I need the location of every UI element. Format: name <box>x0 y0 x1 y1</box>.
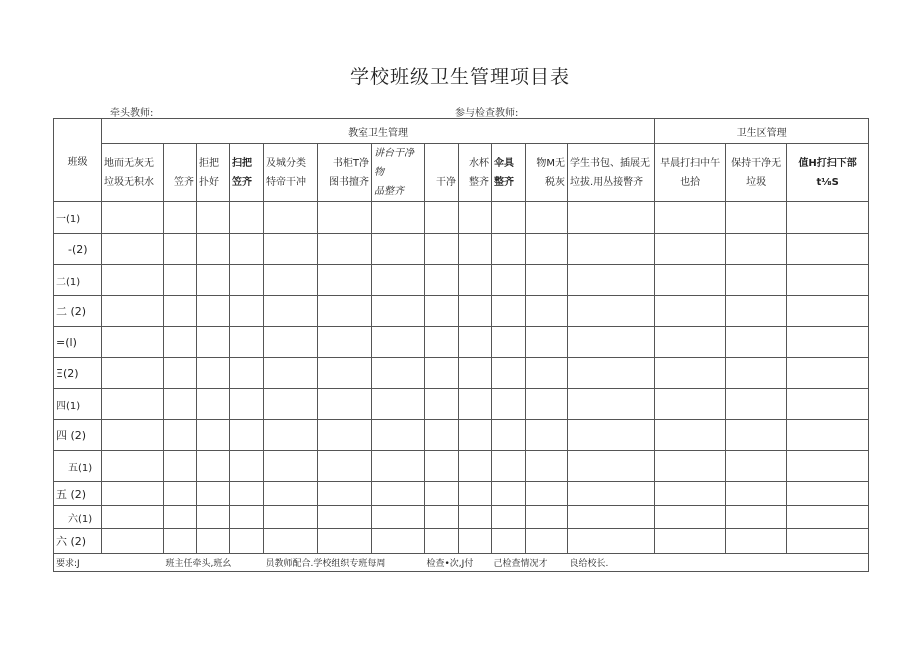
item-header-3 <box>197 144 230 202</box>
score-cell[interactable] <box>425 482 459 506</box>
score-cell[interactable] <box>102 389 164 420</box>
score-cell[interactable] <box>787 358 869 389</box>
table-row <box>54 327 869 358</box>
table-row <box>54 420 869 451</box>
item-header-line1: 及城分类 <box>266 157 306 169</box>
score-cell[interactable] <box>102 420 164 451</box>
table-row <box>54 482 869 506</box>
score-cell[interactable] <box>787 529 869 554</box>
score-cell[interactable] <box>102 529 164 554</box>
score-cell[interactable] <box>726 202 787 234</box>
item-header-line1: 物M无 <box>536 157 565 169</box>
score-cell[interactable] <box>372 296 425 327</box>
score-cell[interactable] <box>526 506 568 529</box>
score-cell[interactable] <box>164 451 197 482</box>
item-header-line1: 保持干净无 <box>731 157 782 169</box>
item-header-line2: 垃圾 <box>746 176 767 188</box>
item-header-line1: 讲台干净物 <box>374 148 414 178</box>
score-cell[interactable] <box>526 327 568 358</box>
score-cell[interactable] <box>726 234 787 265</box>
item-header-line2: 笠齐 <box>232 176 252 188</box>
item-header-7 <box>372 144 425 202</box>
score-cell[interactable] <box>459 389 492 420</box>
score-cell[interactable] <box>655 482 726 506</box>
score-cell[interactable] <box>787 451 869 482</box>
score-cell[interactable] <box>264 265 318 296</box>
score-cell[interactable] <box>372 234 425 265</box>
score-cell[interactable] <box>492 202 526 234</box>
score-cell[interactable] <box>655 506 726 529</box>
item-header-line1: 地而无灰无 <box>104 157 154 169</box>
item-header-line2: 整齐 <box>494 176 514 188</box>
score-cell[interactable] <box>655 451 726 482</box>
table-row <box>54 234 869 265</box>
score-cell[interactable] <box>318 234 372 265</box>
item-header-line1: 早晨打扫中午 <box>660 157 721 169</box>
score-cell[interactable] <box>197 327 230 358</box>
score-cell[interactable] <box>459 506 492 529</box>
score-cell[interactable] <box>492 451 526 482</box>
score-cell[interactable] <box>264 451 318 482</box>
score-cell[interactable] <box>197 389 230 420</box>
score-cell[interactable] <box>526 420 568 451</box>
score-cell[interactable] <box>264 296 318 327</box>
row-class-label: 二(1) <box>54 265 102 296</box>
score-cell[interactable] <box>726 327 787 358</box>
score-cell[interactable] <box>318 506 372 529</box>
score-cell[interactable] <box>726 506 787 529</box>
score-cell[interactable] <box>197 420 230 451</box>
item-header-line2: 整齐 <box>469 176 489 188</box>
score-cell[interactable] <box>318 389 372 420</box>
score-cell[interactable] <box>372 327 425 358</box>
row-class-label: 六 (2) <box>54 529 102 554</box>
score-cell[interactable] <box>197 451 230 482</box>
score-cell[interactable] <box>197 529 230 554</box>
score-cell[interactable] <box>102 451 164 482</box>
row-class-label: 一(1) <box>54 202 102 234</box>
score-cell[interactable] <box>568 202 655 234</box>
score-cell[interactable] <box>787 296 869 327</box>
requirements-text-1: 班主任牵头,班幺 <box>164 554 264 572</box>
item-header-line2: 笠齐 <box>174 176 194 188</box>
score-cell[interactable] <box>230 506 264 529</box>
item-header-10 <box>492 144 526 202</box>
score-cell[interactable] <box>568 234 655 265</box>
score-cell[interactable] <box>197 296 230 327</box>
score-cell[interactable] <box>492 529 526 554</box>
score-cell[interactable] <box>568 296 655 327</box>
score-cell[interactable] <box>230 265 264 296</box>
score-cell[interactable] <box>492 234 526 265</box>
classroom-group-header: 教室卫生管理 <box>102 119 655 144</box>
item-header-6 <box>318 144 372 202</box>
item-header-line2: 垃圾无积水 <box>104 176 154 188</box>
score-cell[interactable] <box>787 389 869 420</box>
requirements-label: 要求:J <box>54 554 164 572</box>
score-cell[interactable] <box>459 265 492 296</box>
item-header-line1: 扫把 <box>232 157 252 169</box>
score-cell[interactable] <box>459 482 492 506</box>
score-cell[interactable] <box>264 358 318 389</box>
score-cell[interactable] <box>726 296 787 327</box>
score-cell[interactable] <box>230 482 264 506</box>
table-row <box>54 265 869 296</box>
score-cell[interactable] <box>492 296 526 327</box>
score-cell[interactable] <box>318 482 372 506</box>
score-cell[interactable] <box>102 296 164 327</box>
score-cell[interactable] <box>102 506 164 529</box>
score-cell[interactable] <box>264 327 318 358</box>
score-cell[interactable] <box>230 234 264 265</box>
score-cell[interactable] <box>230 529 264 554</box>
requirements-row <box>54 554 869 572</box>
score-cell[interactable] <box>318 420 372 451</box>
score-cell[interactable] <box>655 234 726 265</box>
score-cell[interactable] <box>230 327 264 358</box>
item-header-14 <box>726 144 787 202</box>
row-class-label: 五(1) <box>54 451 102 482</box>
item-header-11 <box>526 144 568 202</box>
score-cell[interactable] <box>318 202 372 234</box>
table-row <box>54 451 869 482</box>
score-cell[interactable] <box>372 482 425 506</box>
page-title: 学校班级卫生管理项目表 <box>349 66 570 88</box>
score-cell[interactable] <box>164 234 197 265</box>
item-header-15 <box>787 144 869 202</box>
lead-teacher-label: 牵头教师: <box>110 108 154 119</box>
score-cell[interactable] <box>655 420 726 451</box>
score-cell[interactable] <box>568 451 655 482</box>
row-class-label: Ξ(2) <box>54 358 102 389</box>
score-cell[interactable] <box>568 265 655 296</box>
score-cell[interactable] <box>655 389 726 420</box>
score-cell[interactable] <box>492 265 526 296</box>
score-cell[interactable] <box>568 420 655 451</box>
score-cell[interactable] <box>197 482 230 506</box>
row-class-label: 四 (2) <box>54 420 102 451</box>
row-class-label: 四(1) <box>54 389 102 420</box>
score-cell[interactable] <box>787 420 869 451</box>
score-cell[interactable] <box>568 506 655 529</box>
score-cell[interactable] <box>372 529 425 554</box>
score-cell[interactable] <box>787 327 869 358</box>
score-cell[interactable] <box>230 389 264 420</box>
score-cell[interactable] <box>372 202 425 234</box>
score-cell[interactable] <box>102 202 164 234</box>
table-row <box>54 358 869 389</box>
score-cell[interactable] <box>526 202 568 234</box>
inspector-label: 参与检查教师: <box>455 108 519 119</box>
score-cell[interactable] <box>787 265 869 296</box>
score-cell[interactable] <box>230 296 264 327</box>
item-header-12 <box>568 144 655 202</box>
score-cell[interactable] <box>230 358 264 389</box>
score-cell[interactable] <box>164 420 197 451</box>
area-group-header: 卫生区管理 <box>655 119 869 144</box>
score-cell[interactable] <box>197 506 230 529</box>
score-cell[interactable] <box>526 482 568 506</box>
score-cell[interactable] <box>726 389 787 420</box>
score-cell[interactable] <box>197 234 230 265</box>
score-cell[interactable] <box>372 358 425 389</box>
score-cell[interactable] <box>526 529 568 554</box>
score-cell[interactable] <box>568 327 655 358</box>
item-header-line1: 书柜T净 <box>332 157 369 169</box>
score-cell[interactable] <box>459 234 492 265</box>
score-cell[interactable] <box>372 506 425 529</box>
item-header-line1 <box>166 154 194 173</box>
score-cell[interactable] <box>197 202 230 234</box>
table-row <box>54 389 869 420</box>
score-cell[interactable] <box>655 265 726 296</box>
item-header-9 <box>459 144 492 202</box>
score-cell[interactable] <box>264 202 318 234</box>
score-cell[interactable] <box>425 389 459 420</box>
score-cell[interactable] <box>164 358 197 389</box>
score-cell[interactable] <box>318 265 372 296</box>
row-class-label: 五 (2) <box>54 482 102 506</box>
score-cell[interactable] <box>726 482 787 506</box>
item-header-line2: 图书擅齐 <box>329 176 369 188</box>
row-class-label: -(2) <box>54 234 102 265</box>
score-cell[interactable] <box>787 506 869 529</box>
table-row <box>54 202 869 234</box>
row-class-label: 六(1) <box>54 506 102 529</box>
score-cell[interactable] <box>787 202 869 234</box>
score-cell[interactable] <box>459 420 492 451</box>
score-cell[interactable] <box>526 389 568 420</box>
score-cell[interactable] <box>425 327 459 358</box>
item-header-line1: 拒把 <box>199 157 219 169</box>
score-cell[interactable] <box>655 327 726 358</box>
score-cell[interactable] <box>164 389 197 420</box>
score-cell[interactable] <box>492 420 526 451</box>
score-cell[interactable] <box>492 358 526 389</box>
score-cell[interactable] <box>655 202 726 234</box>
score-cell[interactable] <box>197 265 230 296</box>
score-cell[interactable] <box>526 265 568 296</box>
score-cell[interactable] <box>726 451 787 482</box>
score-cell[interactable] <box>318 327 372 358</box>
score-cell[interactable] <box>264 506 318 529</box>
score-cell[interactable] <box>459 451 492 482</box>
score-cell[interactable] <box>425 358 459 389</box>
score-cell[interactable] <box>102 482 164 506</box>
score-cell[interactable] <box>425 234 459 265</box>
score-cell[interactable] <box>425 529 459 554</box>
score-cell[interactable] <box>372 420 425 451</box>
item-header-line2: 扑好 <box>199 176 219 188</box>
score-cell[interactable] <box>164 529 197 554</box>
item-header-line2: 垃拔.用丛接瞥齐 <box>570 176 644 188</box>
score-cell[interactable] <box>318 529 372 554</box>
score-cell[interactable] <box>526 358 568 389</box>
score-cell[interactable] <box>264 420 318 451</box>
score-cell[interactable] <box>492 327 526 358</box>
score-cell[interactable] <box>230 451 264 482</box>
row-class-label: =(l) <box>54 327 102 358</box>
item-header-5 <box>264 144 318 202</box>
score-cell[interactable] <box>264 234 318 265</box>
score-cell[interactable] <box>492 506 526 529</box>
item-header-1 <box>102 144 164 202</box>
score-cell[interactable] <box>264 389 318 420</box>
score-cell[interactable] <box>264 529 318 554</box>
score-cell[interactable] <box>102 265 164 296</box>
score-cell[interactable] <box>164 327 197 358</box>
item-header-line1: 值H打扫下部 <box>798 157 857 169</box>
score-cell[interactable] <box>102 327 164 358</box>
item-header-8 <box>425 144 459 202</box>
score-cell[interactable] <box>492 482 526 506</box>
score-cell[interactable] <box>459 529 492 554</box>
score-cell[interactable] <box>164 202 197 234</box>
score-cell[interactable] <box>164 482 197 506</box>
score-cell[interactable] <box>164 296 197 327</box>
score-cell[interactable] <box>459 296 492 327</box>
score-cell[interactable] <box>726 358 787 389</box>
score-cell[interactable] <box>318 358 372 389</box>
item-header-line1: 学生书包、插展无 <box>570 157 650 169</box>
hygiene-table <box>53 118 869 572</box>
score-cell[interactable] <box>425 451 459 482</box>
item-header-line1: 水杯 <box>469 157 489 169</box>
score-cell[interactable] <box>164 265 197 296</box>
score-cell[interactable] <box>164 506 197 529</box>
score-cell[interactable] <box>230 202 264 234</box>
score-cell[interactable] <box>230 420 264 451</box>
score-cell[interactable] <box>655 529 726 554</box>
requirements-text-2: 员教师配合.学校组织专班每周 <box>264 554 425 572</box>
score-cell[interactable] <box>492 389 526 420</box>
table-row <box>54 529 869 554</box>
requirements-text-3: 检查•次,J付 <box>425 554 492 572</box>
score-cell[interactable] <box>425 296 459 327</box>
item-header-line2: 税灰 <box>545 176 565 188</box>
table-row <box>54 296 869 327</box>
item-header-line2: 也拾 <box>680 176 701 188</box>
item-header-line1: 伞具 <box>494 157 514 169</box>
score-cell[interactable] <box>459 327 492 358</box>
item-header-4 <box>230 144 264 202</box>
item-header-line2: 干净 <box>436 176 456 188</box>
item-header-line1 <box>427 154 456 173</box>
requirements-text-5: 良给校长. <box>568 554 869 572</box>
score-cell[interactable] <box>425 202 459 234</box>
score-cell[interactable] <box>568 529 655 554</box>
score-cell[interactable] <box>425 420 459 451</box>
score-cell[interactable] <box>102 358 164 389</box>
class-header: 班级 <box>54 119 102 202</box>
score-cell[interactable] <box>318 296 372 327</box>
score-cell[interactable] <box>655 358 726 389</box>
score-cell[interactable] <box>425 265 459 296</box>
score-cell[interactable] <box>102 234 164 265</box>
score-cell[interactable] <box>726 529 787 554</box>
score-cell[interactable] <box>526 296 568 327</box>
score-cell[interactable] <box>568 482 655 506</box>
score-cell[interactable] <box>568 358 655 389</box>
score-cell[interactable] <box>787 234 869 265</box>
score-cell[interactable] <box>372 451 425 482</box>
score-cell[interactable] <box>318 451 372 482</box>
score-cell[interactable] <box>425 506 459 529</box>
item-header-line2: 特帝干冲 <box>266 176 306 188</box>
score-cell[interactable] <box>459 202 492 234</box>
requirements-text-4: 己检查情况才 <box>492 554 568 572</box>
score-cell[interactable] <box>568 389 655 420</box>
item-header-line2: t⅛S <box>816 176 839 188</box>
score-cell[interactable] <box>726 265 787 296</box>
score-cell[interactable] <box>655 296 726 327</box>
item-header-13 <box>655 144 726 202</box>
score-cell[interactable] <box>526 451 568 482</box>
score-cell[interactable] <box>264 482 318 506</box>
row-class-label: 二 (2) <box>54 296 102 327</box>
score-cell[interactable] <box>459 358 492 389</box>
score-cell[interactable] <box>526 234 568 265</box>
table-row <box>54 506 869 529</box>
score-cell[interactable] <box>197 358 230 389</box>
item-header-line2: 品整齐 <box>374 186 404 197</box>
item-header-2 <box>164 144 197 202</box>
score-cell[interactable] <box>372 389 425 420</box>
score-cell[interactable] <box>787 482 869 506</box>
score-cell[interactable] <box>372 265 425 296</box>
score-cell[interactable] <box>726 420 787 451</box>
